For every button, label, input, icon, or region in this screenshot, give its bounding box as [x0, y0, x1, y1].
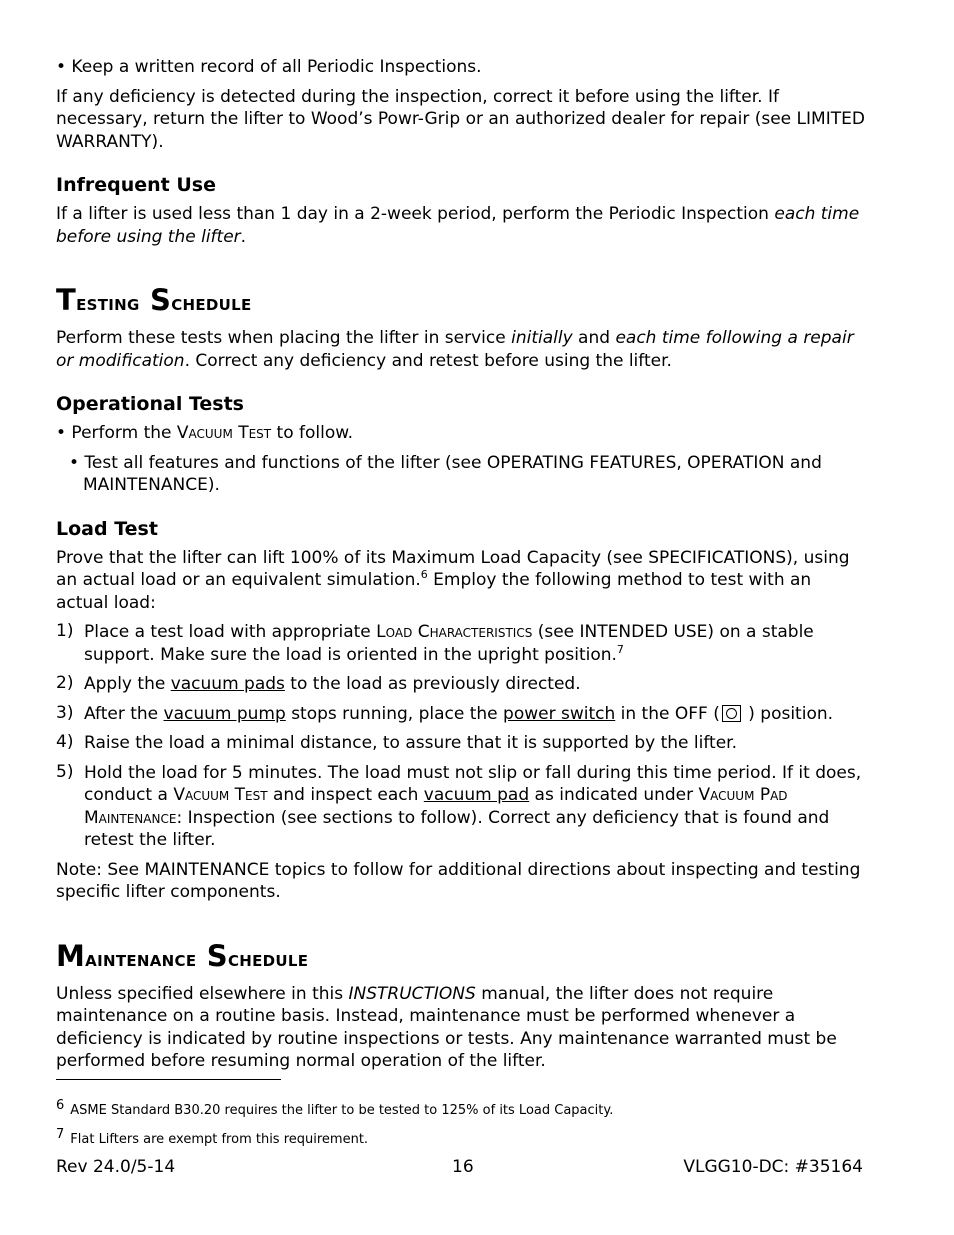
page-body: [56, 56, 868, 1073]
operational-bullet-1: • Perform the Vacuum Test to follow.: [56, 423, 353, 443]
infrequent-use-heading: Infrequent Use: [56, 174, 216, 196]
operational-bullet-2: • Test all features and functions of the lifter (see OPERATING FEATURES, OPERATION and MAINTENANCE).: [69, 452, 822, 495]
model-number: VLGG10-DC: #35164: [683, 1157, 863, 1177]
revision-label: Rev 24.0/5-14: [56, 1157, 176, 1177]
power-off-icon: [722, 705, 741, 722]
intro-bullet: • Keep a written record of all Periodic Inspections.: [56, 57, 482, 77]
load-step-1: 1) Place a test load with appropriate Load Characteristics (see INTENDED USE) on a stable support. Make sure the load is oriented in the upright position.$^7$: [56, 621, 814, 665]
maintenance-text: Unless specified elsewhere in this INSTRUCTIONS manual, the lifter does not require maintenance on a routine basis. Instead, maintenance must be performed whenever a deficiency is indicated by routine inspections or tests. Any maintenance warranted must be performed before resuming normal operation of the lifter.: [56, 983, 837, 1071]
load-step-3: 3) After the vacuum pump stops running, place the power switch in the OFF ( ) position.: [56, 702, 834, 724]
maintenance-schedule-heading: Maintenance Schedule: [56, 938, 309, 973]
load-test-note: Note: See MAINTENANCE topics to follow for additional directions about inspecting and testing specific lifter components.: [56, 859, 861, 902]
intro-paragraph: If any deficiency is detected during the inspection, correct it before using the lifter. If necessary, return the lifter to Wood’s Powr-Grip or an authorized dealer for repair (see LIMITED WARRANTY).: [56, 86, 865, 152]
testing-schedule-heading: Testing Schedule: [56, 283, 252, 317]
testing-intro: Perform these tests when placing the lifter in service initially and each time following a repair or modification. Correct any deficiency and retest before using the lifter.: [56, 328, 854, 371]
footnote-7: 7 Flat Lifters are exempt from this requirement.: [56, 1127, 369, 1147]
infrequent-use-text: If a lifter is used less than 1 day in a 2-week period, perform the Periodic Inspection each time before using the lifter.: [56, 204, 860, 247]
load-step-5: 5) Hold the load for 5 minutes. The load must not slip or fall during this time period. If it does, conduct a Vacuum Test and inspect each vacuum pad as indicated under Vacuum Pad Maintenance: Inspection (see sections to follow). Correct any deficiency that is found and retest the lifter.: [56, 761, 862, 850]
load-test-heading: Load Test: [56, 517, 158, 540]
operational-tests-heading: Operational Tests: [56, 393, 244, 415]
load-step-4: 4) Raise the load a minimal distance, to assure that it is supported by the lifter.: [56, 732, 738, 753]
footnote-divider: [56, 1079, 281, 1080]
load-test-intro: Prove that the lifter can lift 100% of its Maximum Load Capacity (see SPECIFICATIONS), using an actual load or an equivalent simulation.$^6$ Employ the following method to test with an actual load:: [56, 547, 850, 613]
footnote-6: 6 ASME Standard B30.20 requires the lifter to be tested to 125% of its Load Capacity.: [56, 1098, 614, 1118]
load-step-2: 2) Apply the vacuum pads to the load as previously directed.: [56, 673, 581, 694]
page-number: 16: [452, 1157, 474, 1177]
